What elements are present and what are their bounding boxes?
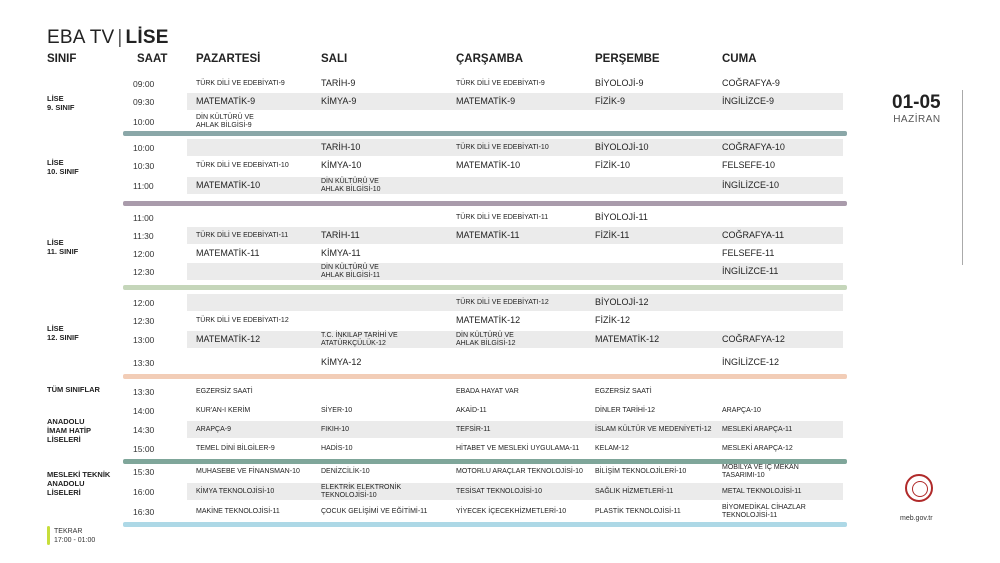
schedule-cell-cum: İNGİLİZCE-10 <box>722 179 780 190</box>
header-sinif: SINIF <box>47 53 77 65</box>
time-cell: 12:30 <box>133 267 155 277</box>
schedule-cell-car: TEFSİR-11 <box>456 425 491 433</box>
schedule-cell-sal: ELEKTRİK ELEKTRONİK TEKNOLOJİSİ-10 <box>321 484 402 499</box>
time-cell: 09:00 <box>133 79 155 89</box>
schedule-cell-pzt: ARAPÇA-9 <box>196 425 232 433</box>
schedule-cell-per: SAĞLIK HİZMETLERİ-11 <box>595 487 674 495</box>
tekrar-info <box>54 527 95 545</box>
schedule-cell-cum: COĞRAFYA-12 <box>722 333 785 344</box>
schedule-cell-pzt: MATEMATİK-9 <box>196 95 256 106</box>
schedule-cell-sal: T.C. İNKILAP TARİHİ VE ATATÜRKÇÜLÜK-12 <box>321 332 398 347</box>
group-tum: TÜM SINIFLAR <box>47 385 100 394</box>
schedule-cell-sal: KİMYA-11 <box>321 247 361 258</box>
schedule-cell-car: AKAİD-11 <box>456 406 487 414</box>
schedule-cell-sal: DİN KÜLTÜRÜ VE AHLAK BİLGİSİ-11 <box>321 264 381 279</box>
schedule-cell-per: MATEMATİK-12 <box>595 333 660 344</box>
schedule-cell-per: BİYOLOJİ-11 <box>595 211 648 222</box>
schedule-cell-pzt: EGZERSİZ SAATİ <box>196 387 253 395</box>
schedule-cell-cum: BİYOMEDİKAL CİHAZLAR TEKNOLOJİSİ-11 <box>722 504 806 519</box>
group-separator <box>123 131 847 136</box>
schedule-cell-per: PLASTİK TEKNOLOJİSİ-11 <box>595 507 681 515</box>
header-sali: SALI <box>321 53 348 65</box>
schedule-cell-sal: TARİH-11 <box>321 229 360 240</box>
schedule-cell-cum: MESLEKİ ARAPÇA-11 <box>722 425 793 433</box>
site-url: meb.gov.tr <box>900 515 933 522</box>
schedule-cell-cum: İNGİLİZCE-12 <box>722 356 780 367</box>
time-cell: 11:00 <box>133 213 154 223</box>
schedule-cell-car: MOTORLU ARAÇLAR TEKNOLOJİSİ-10 <box>456 467 583 475</box>
schedule-cell-pzt: MAKİNE TEKNOLOJİSİ-11 <box>196 507 280 515</box>
schedule-cell-car: MATEMATİK-11 <box>456 229 520 240</box>
schedule-cell-sal: KİMYA-9 <box>321 95 357 106</box>
time-cell: 14:30 <box>133 425 155 435</box>
schedule-cell-pzt: KİMYA TEKNOLOJİSİ-10 <box>196 487 275 495</box>
group-9: LİSE 9. SINIF <box>47 94 75 112</box>
tekrar-label: TEKRAR <box>54 528 83 535</box>
schedule-cell-pzt: MATEMATİK-10 <box>196 179 261 190</box>
meb-seal-icon <box>905 474 933 502</box>
schedule-cell-sal: TARİH-10 <box>321 141 361 152</box>
schedule-cell-car: HİTABET VE MESLEKİ UYGULAMA-11 <box>456 444 580 452</box>
schedule-cell-pzt: TÜRK DİLİ VE EDEBİYATI-9 <box>196 79 285 87</box>
group-separator <box>123 201 847 206</box>
schedule-cell-pzt: TÜRK DİLİ VE EDEBİYATI-12 <box>196 316 289 324</box>
schedule-cell-car: DİN KÜLTÜRÜ VE AHLAK BİLGİSİ-12 <box>456 332 516 347</box>
group-mtal: MESLEKİ TEKNİK ANADOLU LİSELERİ <box>47 470 111 497</box>
schedule-cell-cum: MOBİLYA VE İÇ MEKAN TASARIMI-10 <box>722 464 799 479</box>
group-separator <box>123 522 847 527</box>
schedule-cell-pzt: KUR'AN-I KERİM <box>196 406 251 414</box>
schedule-cell-per: DİNLER TARİHİ-12 <box>595 406 656 414</box>
time-cell: 11:30 <box>133 231 154 241</box>
time-cell: 14:00 <box>133 406 155 416</box>
header-persembe: PERŞEMBE <box>595 53 660 65</box>
schedule-cell-sal: FIKIH-10 <box>321 425 350 433</box>
schedule-cell-per: BİYOLOJİ-10 <box>595 141 649 152</box>
time-cell: 09:30 <box>133 97 155 107</box>
group-11: LİSE 11. SINIF <box>47 238 79 256</box>
schedule-cell-car: TESİSAT TEKNOLOJİSİ-10 <box>456 487 542 495</box>
schedule-cell-sal: ÇOCUK GELİŞİMİ VE EĞİTİMİ-11 <box>321 507 428 515</box>
schedule-cell-car: TÜRK DİLİ VE EDEBİYATI-9 <box>456 79 545 87</box>
schedule-cell-cum: İNGİLİZCE-11 <box>722 265 779 276</box>
date-range-box <box>892 92 941 125</box>
time-cell: 10:30 <box>133 161 155 171</box>
schedule-cell-pzt: MATEMATİK-11 <box>196 247 260 258</box>
schedule-cell-cum: MESLEKİ ARAPÇA-12 <box>722 444 793 452</box>
group-separator <box>123 285 847 290</box>
schedule-cell-pzt: TÜRK DİLİ VE EDEBİYATI-10 <box>196 161 289 169</box>
schedule-cell-car: MATEMATİK-10 <box>456 159 521 170</box>
schedule-cell-pzt: TEMEL DİNİ BİLGİLER-9 <box>196 444 275 452</box>
page-title <box>47 27 169 49</box>
header-carsamba: ÇARŞAMBA <box>456 53 524 65</box>
schedule-cell-car: TÜRK DİLİ VE EDEBİYATI-11 <box>456 213 549 221</box>
time-cell: 16:30 <box>133 507 155 517</box>
schedule-cell-sal: TARİH-9 <box>321 77 356 88</box>
schedule-cell-car: MATEMATİK-12 <box>456 314 521 325</box>
time-cell: 12:00 <box>133 249 155 259</box>
date-range: 01-05 <box>892 92 941 113</box>
schedule-cell-per: EGZERSİZ SAATİ <box>595 387 652 395</box>
schedule-cell-cum: FELSEFE-10 <box>722 159 776 170</box>
schedule-cell-sal: KİMYA-12 <box>321 356 362 367</box>
title-separator: | <box>117 27 123 48</box>
group-12: LİSE 12. SINIF <box>47 324 79 342</box>
schedule-cell-per: KELAM-12 <box>595 444 629 452</box>
schedule-cell-pzt: MUHASEBE VE FİNANSMAN-10 <box>196 467 300 475</box>
schedule-cell-sal: KİMYA-10 <box>321 159 362 170</box>
time-cell: 13:30 <box>133 387 155 397</box>
schedule-cell-sal: HADİS-10 <box>321 444 353 452</box>
header-cuma: CUMA <box>722 53 757 65</box>
tekrar-indicator <box>47 526 50 545</box>
schedule-cell-pzt: MATEMATİK-12 <box>196 333 261 344</box>
schedule-cell-per: FİZİK-12 <box>595 314 631 325</box>
time-cell: 15:30 <box>133 467 155 477</box>
title-main: LİSE <box>125 27 169 48</box>
schedule-cell-car: YİYECEK İÇECEKHİZMETLERİ-10 <box>456 507 567 515</box>
schedule-cell-car: EBADA HAYAT VAR <box>456 387 519 395</box>
schedule-cell-per: BİYOLOJİ-9 <box>595 77 644 88</box>
header-saat: SAAT <box>137 53 168 65</box>
group-separator <box>123 459 847 464</box>
divider-line <box>962 90 963 265</box>
tekrar-time: 17:00 - 01:00 <box>54 537 96 544</box>
schedule-cell-per: BİLİŞİM TEKNOLOJİLERİ-10 <box>595 467 687 475</box>
schedule-cell-per: FİZİK-11 <box>595 229 630 240</box>
schedule-cell-car: TÜRK DİLİ VE EDEBİYATI-12 <box>456 298 549 306</box>
schedule-cell-sal: DENİZCİLİK-10 <box>321 467 370 475</box>
schedule-cell-cum: FELSEFE-11 <box>722 247 775 258</box>
schedule-cell-per: BİYOLOJİ-12 <box>595 296 649 307</box>
header-pazartesi: PAZARTESİ <box>196 53 261 65</box>
time-cell: 11:00 <box>133 181 154 191</box>
schedule-cell-sal: SİYER-10 <box>321 406 353 414</box>
schedule-cell-pzt: DİN KÜLTÜRÜ VE AHLAK BİLGİSİ-9 <box>196 114 254 129</box>
time-cell: 13:30 <box>133 358 155 368</box>
group-aih: ANADOLU İMAM HATİP LİSELERİ <box>47 417 92 444</box>
time-cell: 10:00 <box>133 143 155 153</box>
date-month: HAZİRAN <box>893 114 941 125</box>
schedule-cell-cum: ARAPÇA-10 <box>722 406 761 414</box>
schedule-cell-cum: İNGİLİZCE-9 <box>722 95 775 106</box>
schedule-cell-pzt: TÜRK DİLİ VE EDEBİYATI-11 <box>196 231 289 239</box>
schedule-cell-per: İSLAM KÜLTÜR VE MEDENİYETİ-12 <box>595 425 712 433</box>
schedule-cell-per: FİZİK-10 <box>595 159 631 170</box>
time-cell: 15:00 <box>133 444 155 454</box>
schedule-cell-cum: METAL TEKNOLOJİSİ-11 <box>722 487 802 495</box>
schedule-cell-cum: COĞRAFYA-11 <box>722 229 785 240</box>
time-cell: 12:30 <box>133 316 155 326</box>
group-10: LİSE 10. SINIF <box>47 158 79 176</box>
title-prefix: EBA TV <box>47 27 115 48</box>
schedule-cell-per: FİZİK-9 <box>595 95 626 106</box>
time-cell: 13:00 <box>133 335 155 345</box>
time-cell: 12:00 <box>133 298 155 308</box>
time-cell: 10:00 <box>133 117 155 127</box>
schedule-cell-car: TÜRK DİLİ VE EDEBİYATI-10 <box>456 143 549 151</box>
schedule-cell-cum: COĞRAFYA-10 <box>722 141 785 152</box>
group-separator <box>123 374 847 379</box>
schedule-cell-sal: DİN KÜLTÜRÜ VE AHLAK BİLGİSİ-10 <box>321 178 381 193</box>
schedule-cell-car: MATEMATİK-9 <box>456 95 516 106</box>
time-cell: 16:00 <box>133 487 155 497</box>
schedule-cell-cum: COĞRAFYA-9 <box>722 77 780 88</box>
